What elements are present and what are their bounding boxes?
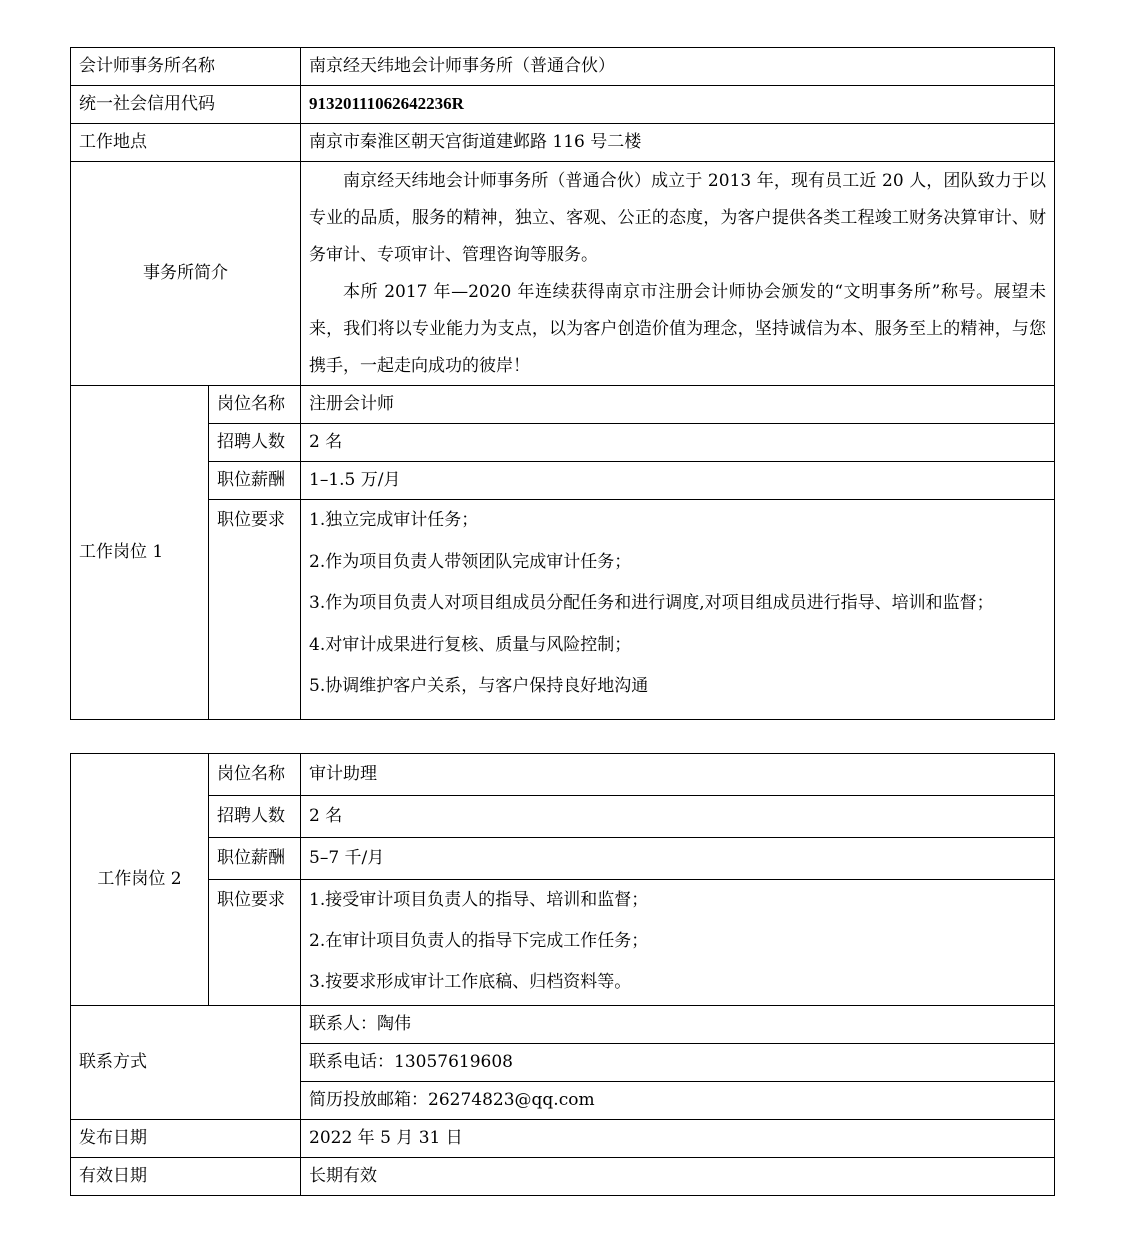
position2-title-label: 岗位名称 bbox=[209, 754, 301, 796]
firm-intro-paragraph: 本所 2017 年—2020 年连续获得南京市注册会计师协会颁发的“文明事务所”称号。展望未来，我们将以专业能力为支点，以为客户创造价值为理念，坚持诚信为本、服务至上的精神，与您携手，一起走向成功的彼岸！ bbox=[309, 281, 1046, 376]
requirement-item: 1.接受审计项目负责人的指导、培训和监督； bbox=[309, 890, 649, 910]
contact-phone: 联系电话：13057619608 bbox=[301, 1044, 1055, 1082]
position2-salary-value: 5–7 千/月 bbox=[301, 838, 1055, 880]
position1-count-value: 2 名 bbox=[301, 424, 1055, 462]
contact-person: 联系人：陶伟 bbox=[301, 1006, 1055, 1044]
position2-section-label: 工作岗位 2 bbox=[71, 754, 209, 1006]
firm-name-value: 南京经天纬地会计师事务所（普通合伙） bbox=[301, 48, 1055, 86]
requirement-item: 5.协调维护客户关系，与客户保持良好地沟通 bbox=[309, 676, 649, 696]
firm-name-label: 会计师事务所名称 bbox=[71, 48, 301, 86]
position2-count-label: 招聘人数 bbox=[209, 796, 301, 838]
publish-date-label: 发布日期 bbox=[71, 1120, 301, 1158]
position1-requirements-label: 职位要求 bbox=[209, 500, 301, 720]
position1-count-label: 招聘人数 bbox=[209, 424, 301, 462]
position1-title-label: 岗位名称 bbox=[209, 386, 301, 424]
firm-intro bbox=[301, 162, 1055, 386]
position2-contact-table bbox=[70, 753, 1055, 1196]
position2-salary-label: 职位薪酬 bbox=[209, 838, 301, 880]
position1-requirements bbox=[301, 500, 1055, 720]
work-location-value: 南京市秦淮区朝天宫街道建邺路 116 号二楼 bbox=[301, 124, 1055, 162]
position2-title-value: 审计助理 bbox=[301, 754, 1055, 796]
publish-date-value: 2022 年 5 月 31 日 bbox=[301, 1120, 1055, 1158]
position2-requirements bbox=[301, 880, 1055, 1006]
requirement-item: 2.作为项目负责人带领团队完成审计任务； bbox=[309, 551, 632, 572]
valid-date-label: 有效日期 bbox=[71, 1158, 301, 1196]
firm-info-table bbox=[70, 47, 1055, 720]
requirement-item: 2.在审计项目负责人的指导下完成工作任务； bbox=[309, 931, 649, 951]
requirement-item: 4.对审计成果进行复核、质量与风险控制； bbox=[309, 634, 632, 655]
position1-title-value: 注册会计师 bbox=[301, 386, 1055, 424]
position2-requirements-label: 职位要求 bbox=[209, 880, 301, 1006]
valid-date-value: 长期有效 bbox=[301, 1158, 1055, 1196]
work-location-label: 工作地点 bbox=[71, 124, 301, 162]
firm-intro-label: 事务所简介 bbox=[71, 162, 301, 386]
credit-code-value: 91320111062642236R bbox=[301, 86, 1055, 124]
position1-section-label: 工作岗位 1 bbox=[71, 386, 209, 720]
requirement-item: 3.按要求形成审计工作底稿、归档资料等。 bbox=[309, 972, 632, 992]
position1-salary-value: 1–1.5 万/月 bbox=[301, 462, 1055, 500]
requirement-item: 3.作为项目负责人对项目组成员分配任务和进行调度,对项目组成员进行指导、培训和监督； bbox=[309, 593, 994, 613]
requirement-item: 1.独立完成审计任务； bbox=[309, 510, 479, 530]
contact-label: 联系方式 bbox=[71, 1006, 301, 1120]
firm-intro-paragraph: 南京经天纬地会计师事务所（普通合伙）成立于 2013 年，现有员工近 20 人，团队致力于以专业的品质，服务的精神，独立、客观、公正的态度，为客户提供各类工程竣工财务决算审计、财务审计、专项审计、管理咨询等服务。 bbox=[309, 170, 1046, 265]
position1-salary-label: 职位薪酬 bbox=[209, 462, 301, 500]
contact-email: 简历投放邮箱：26274823@qq.com bbox=[301, 1082, 1055, 1120]
credit-code-label: 统一社会信用代码 bbox=[71, 86, 301, 124]
position2-count-value: 2 名 bbox=[301, 796, 1055, 838]
